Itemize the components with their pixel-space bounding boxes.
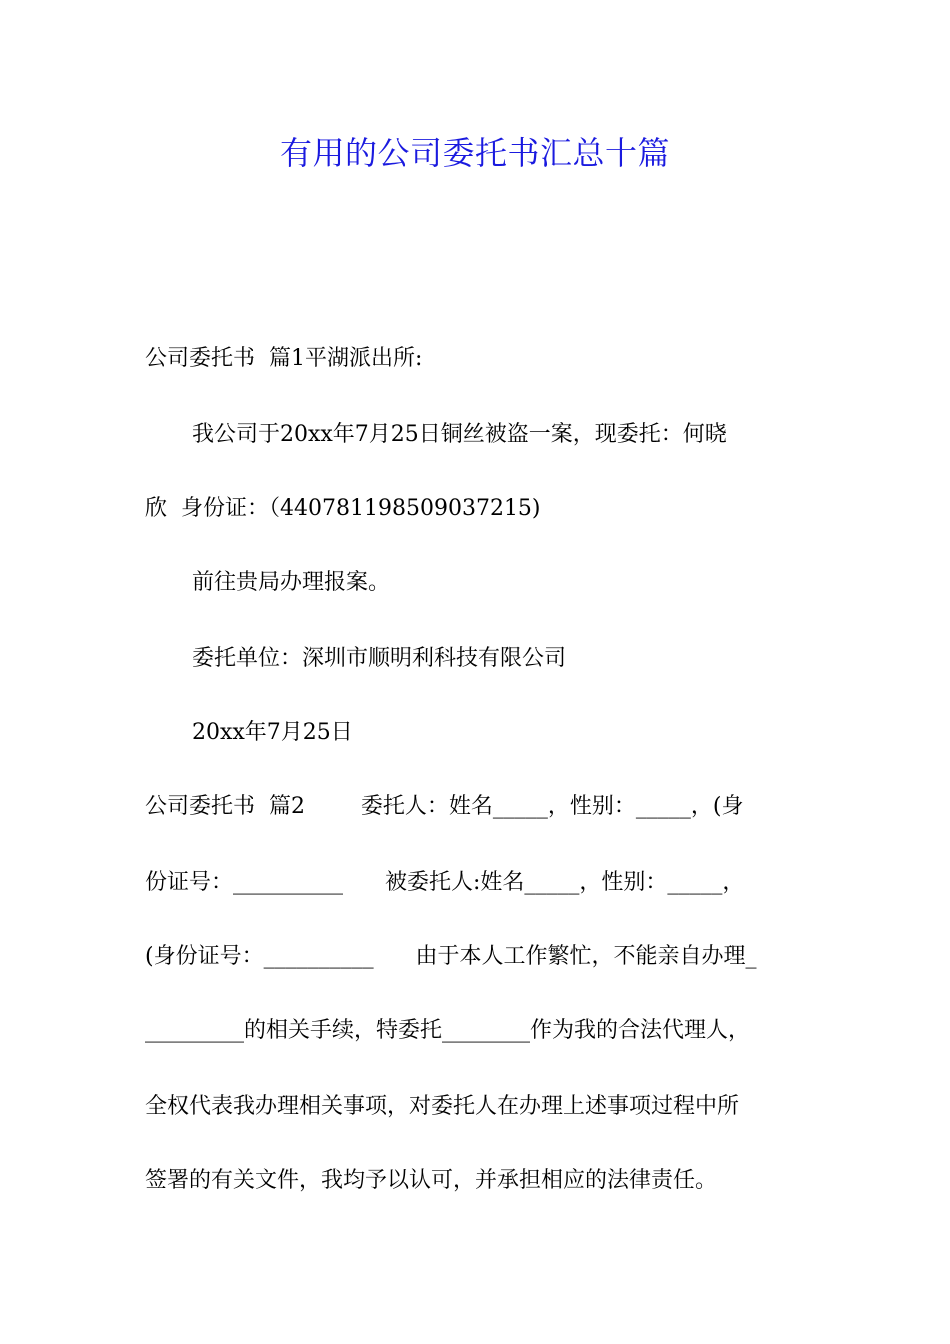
paragraph-line: 委托单位：深圳市顺明利科技有限公司	[192, 646, 567, 671]
paragraph-line: 签署的有关文件，我均予以认可，并承担相应的法律责任。	[145, 1168, 718, 1193]
paragraph-line: _________的相关手续，特委托________作为我的合法代理人，	[145, 1018, 751, 1043]
paragraph-line: 我公司于20xx年7月25日铜丝被盗一案，现委托：何晓	[192, 422, 727, 447]
paragraph-line: (身份证号：__________ 由于本人工作繁忙，不能亲自办理_	[145, 944, 757, 969]
paragraph-line: 20xx年7月25日	[192, 720, 353, 745]
paragraph-line: 全权代表我办理相关事项，对委托人在办理上述事项过程中所	[145, 1094, 740, 1119]
paragraph-line: 欣 身份证：（440781198509037215)	[145, 496, 541, 521]
document-title: 有用的公司委托书汇总十篇	[279, 134, 670, 172]
section-1-heading: 公司委托书 篇1平湖派出所:	[145, 346, 423, 371]
paragraph-line: 份证号：__________ 被委托人:姓名_____，性别：_____，	[145, 870, 745, 895]
paragraph-line: 前往贵局办理报案。	[192, 570, 391, 595]
section-2-heading: 公司委托书 篇2 委托人：姓名_____，性别：_____，(身	[145, 794, 744, 819]
